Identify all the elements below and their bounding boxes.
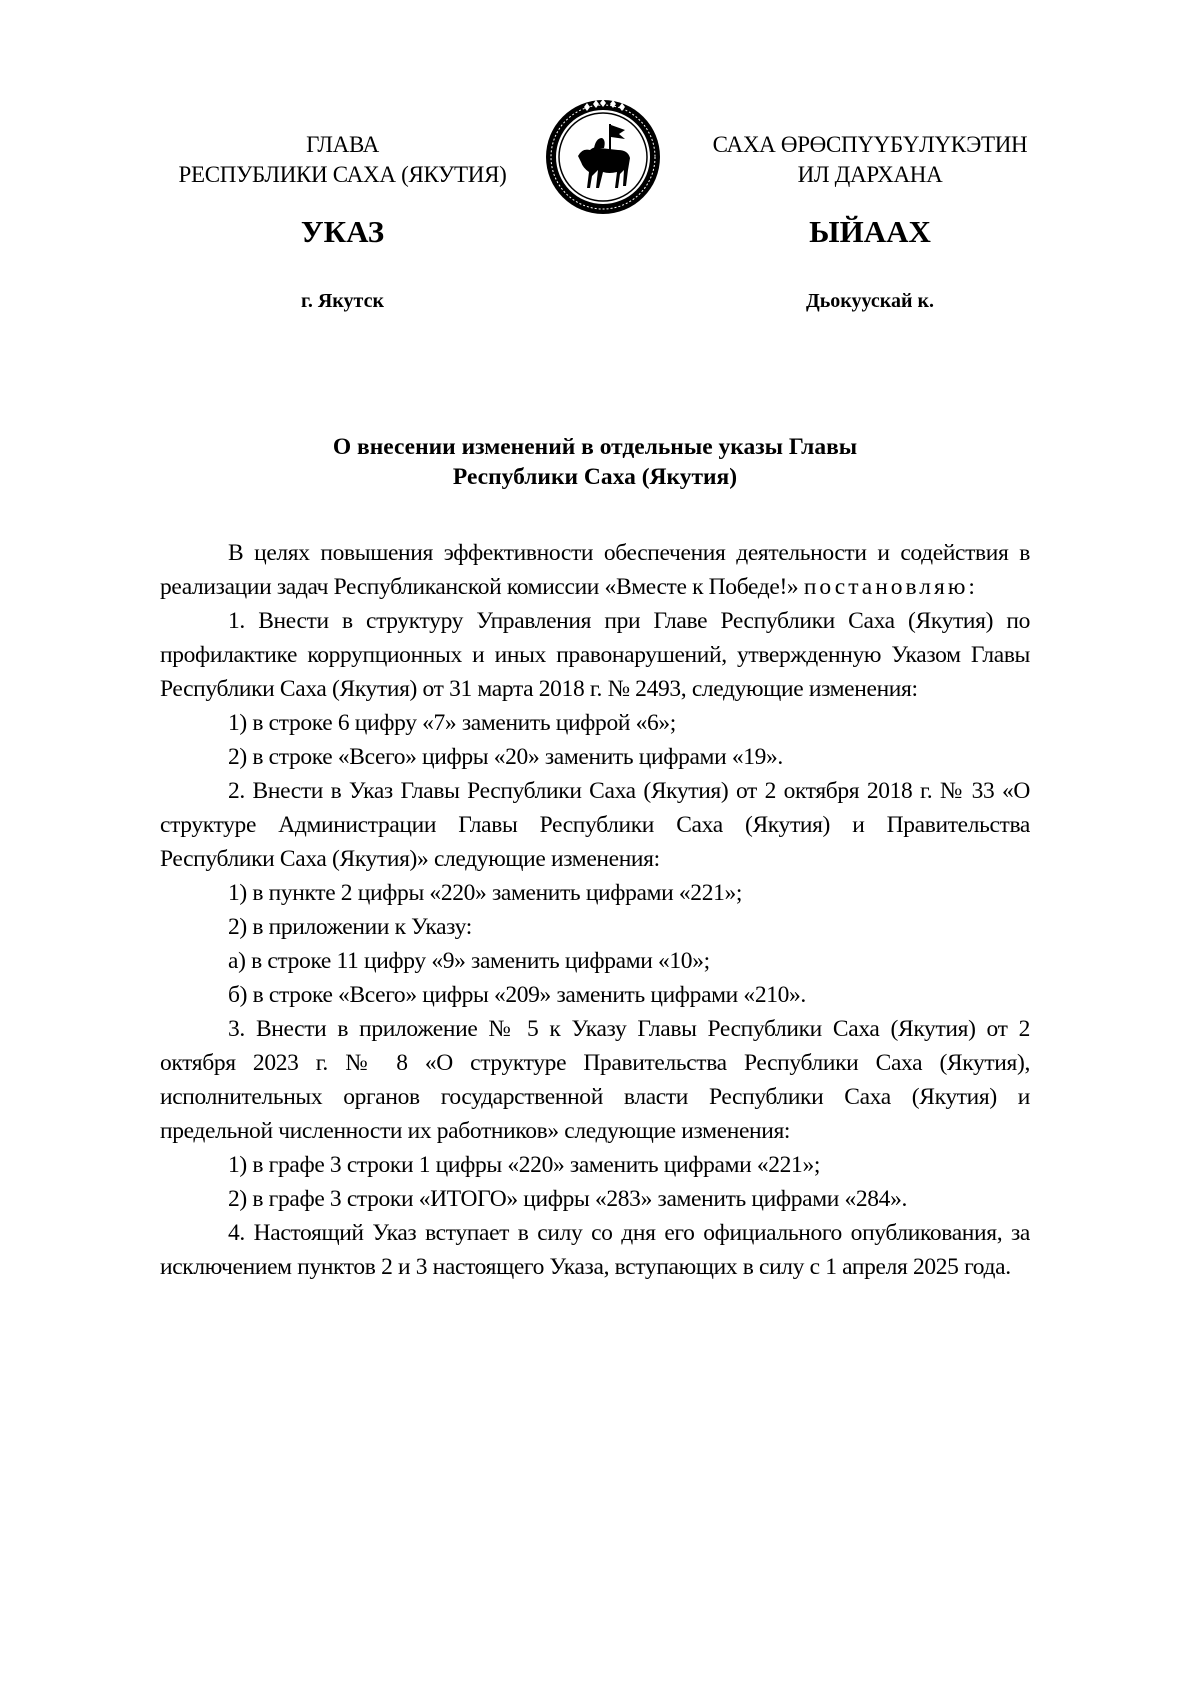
document-title-line-2: Республики Саха (Якутия) [452, 464, 738, 490]
paragraph: 4. Настоящий Указ вступает в силу со дня его официального опубликования, за исключением пунктов 2 и 3 настоящего Указа, вступающих в силу с 1 апреля 2025 года. [160, 1220, 1030, 1280]
paragraph: 1) в строке 6 цифру «7» заменить цифрой «6»; [228, 710, 676, 736]
doc-type-sah: ЫЙААХ [809, 214, 931, 249]
place-sah: Дьокуускай к. [805, 290, 935, 312]
paragraph: а) в строке 11 цифру «9» заменить цифрами «10»; [228, 948, 710, 974]
document-title [160, 432, 1030, 492]
document-body [160, 536, 1030, 1284]
document-title-line-1: О внесении изменений в отдельные указы Главы [332, 434, 858, 460]
preamble [160, 536, 1030, 604]
paragraph: 1) в пункте 2 цифры «220» заменить цифрами «221»; [228, 880, 743, 906]
coat-of-arms-sakha-icon [544, 98, 662, 216]
header-left-line-2: РЕСПУБЛИКИ САХА (ЯКУТИЯ) [178, 162, 507, 187]
paragraph: 2. Внести в Указ Главы Республики Саха (Якутия) от 2 октября 2018 г. № 33 «О структуре Администрации Главы Республики Саха (Якутия) и Правительства Республики Саха (Якутия)» следующие изменения: [160, 778, 1030, 872]
paragraph: 1) в графе 3 строки 1 цифры «220» заменить цифрами «221»; [228, 1152, 821, 1178]
paragraph: 2) в графе 3 строки «ИТОГО» цифры «283» заменить цифрами «284». [228, 1186, 907, 1212]
header-right-line-2: ИЛ ДАРХАНА [797, 162, 943, 187]
paragraph: 3. Внести в приложение № 5 к Указу Главы Республики Саха (Якутия) от 2 октября 2023 г. № 8 «О структуре Правительства Республики Саха (Якутия), исполнительных органов государственной власти Республики Саха (Якутия) и предельной численности их работников» следующие изменения: [160, 1016, 1030, 1144]
doc-type-ru: УКАЗ [300, 214, 385, 249]
paragraph: 2) в приложении к Указу: [228, 914, 472, 940]
paragraph: 2) в строке «Всего» цифры «20» заменить цифрами «19». [228, 744, 783, 770]
paragraph: б) в строке «Всего» цифры «209» заменить цифрами «210». [228, 982, 806, 1008]
header-right-line-1: САХА ӨРӨСПҮҮБҮЛҮКЭТИН [712, 132, 1028, 157]
header-left-line-1: ГЛАВА [306, 132, 379, 157]
preamble-text: В целях повышения эффективности обеспечения деятельности и содействия в реализации задач Республиканской комиссии «Вместе к Победе!» [160, 540, 1030, 600]
place-ru: г. Якутск [301, 290, 384, 312]
paragraph: 1. Внести в структуру Управления при Главе Республики Саха (Якутия) по профилактике коррупционных и иных правонарушений, утвержденную Указом Главы Республики Саха (Якутия) от 31 марта 2018 г. № 2493, следующие изменения: [160, 608, 1030, 702]
decree-word: постановляю: [803, 574, 978, 600]
header-left [150, 130, 535, 190]
header-right [685, 130, 1055, 190]
